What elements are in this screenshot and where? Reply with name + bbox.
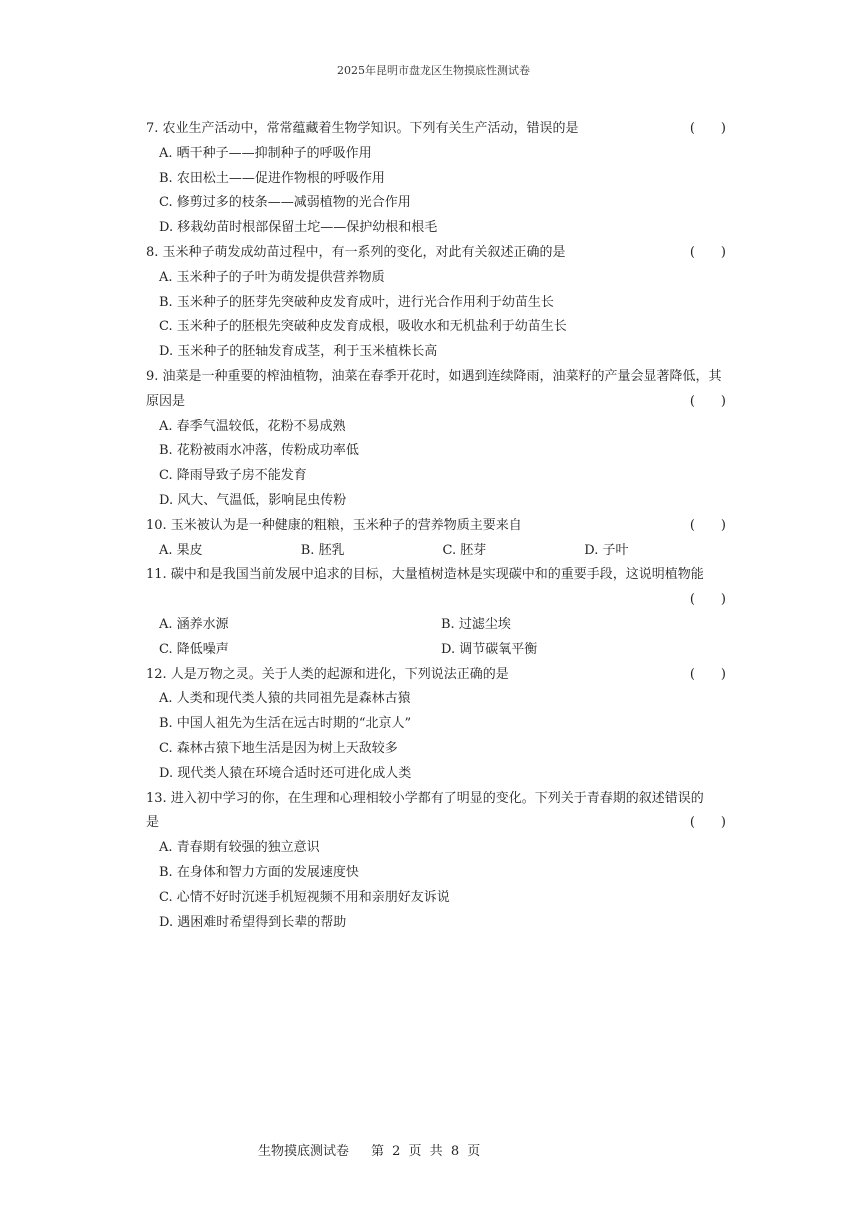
question-9-stem-cont: 原因是 ( ) bbox=[146, 390, 726, 415]
answer-blank: ( ) bbox=[689, 121, 726, 136]
option: A. 青春期有较强的独立意识 bbox=[159, 840, 320, 856]
question-11-paren-line bbox=[146, 588, 726, 613]
question-13-stem: 13. 进入初中学习的你，在生理和心理相较小学都有了明显的变化。下列关于青春期的叙述错误的 bbox=[146, 790, 704, 806]
option: B. 过滤尘埃 bbox=[441, 616, 511, 632]
option: C. 降雨导致子房不能发育 bbox=[159, 468, 307, 484]
answer-blank: ( ) bbox=[689, 517, 726, 533]
option-row bbox=[146, 613, 726, 638]
answer-blank: ( ) bbox=[689, 244, 726, 260]
option: A. 人类和现代类人猿的共同祖先是森林古猿 bbox=[159, 691, 411, 707]
answer-blank: ( ) bbox=[689, 666, 726, 682]
option: D. 风大、气温低，影响昆虫传粉 bbox=[159, 492, 347, 508]
question-10-stem: 10. 玉米被认为是一种健康的粗粮，玉米种子的营养物质主要来自 ( ) bbox=[146, 514, 726, 539]
option: D. 玉米种子的胚轴发育成茎，利于玉米植株长高 bbox=[159, 344, 438, 360]
option: C. 森林古猿下地生活是因为树上天敌较多 bbox=[159, 740, 398, 756]
option-row bbox=[146, 539, 726, 564]
option: B. 农田松土——促进作物根的呼吸作用 bbox=[159, 170, 385, 186]
option: D. 调节碳氧平衡 bbox=[441, 641, 538, 657]
option: A. 晒干种子——抑制种子的呼吸作用 bbox=[159, 145, 372, 161]
page-number: 第 2 页 共 8 页 bbox=[371, 1144, 483, 1159]
option: A. 果皮 bbox=[159, 542, 203, 558]
answer-blank: ( ) bbox=[689, 393, 726, 409]
option: C. 心情不好时沉迷手机短视频不用和亲朋好友诉说 bbox=[159, 889, 450, 905]
option: A. 玉米种子的子叶为萌发提供营养物质 bbox=[159, 269, 385, 285]
option: B. 花粉被雨水冲落，传粉成功率低 bbox=[159, 443, 359, 459]
option: A. 涵养水源 bbox=[159, 616, 229, 632]
option: B. 在身体和智力方面的发展速度快 bbox=[159, 864, 359, 880]
option: C. 修剪过多的枝条——减弱植物的光合作用 bbox=[159, 195, 411, 211]
option: B. 玉米种子的胚芽先突破种皮发育成叶，进行光合作用利于幼苗生长 bbox=[159, 294, 554, 310]
page-header: 2025年昆明市盘龙区生物摸底性测试卷 bbox=[337, 64, 530, 77]
question-13-stem-cont: 是 ( ) bbox=[146, 811, 726, 836]
option: D. 遇困难时希望得到长辈的帮助 bbox=[159, 914, 347, 930]
question-12-stem: 12. 人是万物之灵。关于人类的起源和进化，下列说法正确的是 ( ) bbox=[146, 663, 726, 688]
option: C. 胚芽 bbox=[442, 542, 487, 558]
option: B. 中国人祖先为生活在远古时期的“北京人” bbox=[159, 716, 412, 732]
answer-blank: ( ) bbox=[689, 815, 726, 831]
question-7-stem: 7. 农业生产活动中，常常蕴藏着生物学知识。下列有关生产活动，错误的是 ( ) bbox=[146, 117, 726, 142]
option: B. 胚乳 bbox=[300, 542, 345, 558]
question-8-stem: 8. 玉米种子萌发成幼苗过程中，有一系列的变化，对此有关叙述正确的是 ( ) bbox=[146, 241, 726, 266]
option: C. 玉米种子的胚根先突破种皮发育成根，吸收水和无机盐利于幼苗生长 bbox=[159, 319, 567, 335]
question-9-stem: 9. 油菜是一种重要的榨油植物，油菜在春季开花时，如遇到连续降雨，油菜籽的产量会显著降低，其 bbox=[146, 368, 722, 384]
page-footer bbox=[258, 1140, 482, 1159]
question-list bbox=[146, 117, 726, 935]
option: D. 子叶 bbox=[584, 542, 629, 558]
option: C. 降低噪声 bbox=[159, 641, 229, 657]
footer-title: 生物摸底测试卷 bbox=[258, 1144, 350, 1159]
option: A. 春季气温较低，花粉不易成熟 bbox=[159, 418, 346, 434]
option: D. 移栽幼苗时根部保留土坨——保护幼根和根毛 bbox=[159, 220, 438, 236]
answer-blank: ( ) bbox=[689, 592, 726, 608]
option: D. 现代类人猿在环境合适时还可进化成人类 bbox=[159, 765, 412, 781]
question-11-stem: 11. 碳中和是我国当前发展中追求的目标，大量植树造林是实现碳中和的重要手段，这说明植物能 bbox=[146, 567, 704, 583]
option-row bbox=[146, 638, 726, 663]
